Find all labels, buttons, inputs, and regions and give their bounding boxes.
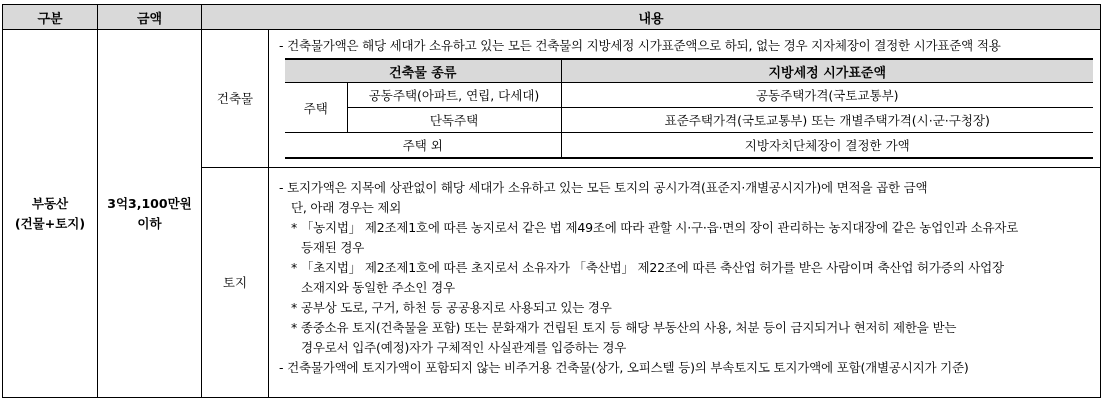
row-value: 공동주택가격(국토교통부)	[561, 83, 1093, 108]
amount-line2: 이하	[137, 215, 162, 231]
housing-label: 주택	[285, 83, 347, 133]
land-line: - 건축물가액에 토지가액이 포함되지 않는 비주거용 건축물(상가, 오피스텔 등)의 부속토지도 토지가액에 포함(개별공시지가 기준)	[279, 360, 969, 375]
building-content	[269, 30, 1101, 168]
header-amount: 금액	[98, 5, 202, 30]
inner-header-value: 지방세정 시가표준액	[561, 59, 1093, 83]
header-content: 내용	[202, 5, 1101, 30]
land-line: 단, 아래 경우는 제외	[291, 200, 402, 215]
building-label: 건축물	[202, 30, 269, 168]
building-row	[3, 30, 1101, 168]
land-line: * 종중소유 토지(건축물을 포함) 또는 문화재가 건립된 토지 등 해당 부동산의 사용, 처분 등이 금지되거나 현저히 제한을 받는	[291, 320, 957, 335]
land-line: * 「초지법」 제2조제1호에 따른 초지로서 소유자가 「축산법」 제22조에 따른 축산업 허가를 받은 사람이며 축산업 허가증의 사업장	[291, 260, 1004, 275]
land-label: 토지	[202, 168, 269, 398]
row-type: 공동주택(아파트, 연립, 다세대)	[347, 83, 561, 108]
land-line: 소재지와 동일한 주소인 경우	[301, 280, 455, 295]
table-row	[285, 83, 1093, 108]
land-line: 경우로서 입주(예정)자가 구체적인 사실관계를 입증하는 경우	[301, 340, 627, 355]
amount-line1: 3억3,100만원	[107, 196, 192, 212]
header-row	[3, 5, 1101, 30]
table-row	[285, 108, 1093, 133]
row-value: 지방자치단체장이 결정한 가액	[561, 133, 1093, 159]
land-line: * 공부상 도로, 구거, 하천 등 공공용지로 사용되고 있는 경우	[291, 300, 612, 315]
row-value: 표준주택가격(국토교통부) 또는 개별주택가격(시·군·구청장)	[561, 108, 1093, 133]
land-content	[269, 168, 1101, 398]
category-cell	[3, 30, 98, 398]
land-line: * 「농지법」 제2조제1호에 따른 농지로서 같은 법 제49조에 따라 관할 시·구·읍·면의 장이 관리하는 농지대장에 같은 농업인과 소유자로	[291, 220, 1019, 235]
amount-cell	[98, 30, 202, 398]
asset-criteria-table	[2, 4, 1101, 398]
header-category: 구분	[3, 5, 98, 30]
row-type: 주택 외	[285, 133, 561, 159]
inner-header-type: 건축물 종류	[285, 59, 561, 83]
category-line1: 부동산	[31, 196, 69, 212]
building-price-table	[285, 58, 1093, 159]
land-line: 등재된 경우	[301, 240, 365, 255]
category-line2: (건물+토지)	[14, 215, 86, 231]
row-type: 단독주택	[347, 108, 561, 133]
building-note: - 건축물가액은 해당 세대가 소유하고 있는 모든 건축물의 지방세정 시가표준액으로 하되, 없는 경우 지자체장이 결정한 시가표준액 적용	[279, 38, 1001, 53]
land-line: - 토지가액은 지목에 상관없이 해당 세대가 소유하고 있는 모든 토지의 공시가격(표준지·개별공시지가)에 면적을 곱한 금액	[279, 180, 928, 195]
table-row	[285, 133, 1093, 159]
